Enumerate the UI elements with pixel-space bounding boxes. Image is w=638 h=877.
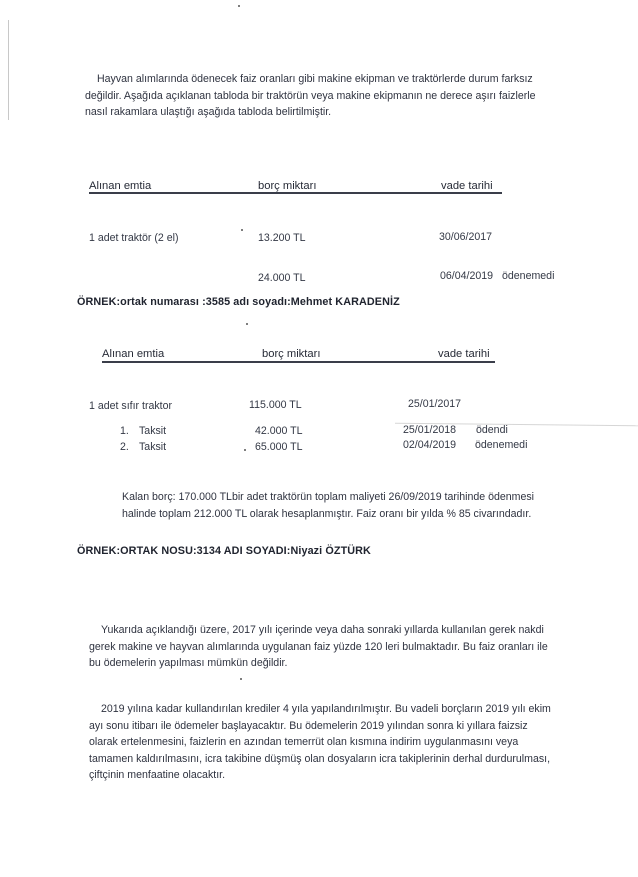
table1-header-item: Alınan emtia [89, 180, 152, 192]
installment-amount: 42.000 TL [255, 425, 303, 437]
table1-row2-date: 06/04/2019 [440, 270, 494, 282]
table2-header-amount: borç miktarı [262, 348, 321, 360]
scan-speck [244, 449, 246, 451]
scan-speck [240, 678, 242, 680]
scan-edge-line [8, 20, 9, 120]
installment-label: Taksit [139, 441, 167, 453]
table1-header-rule [89, 192, 502, 194]
restructuring-paragraph: 2019 yılına kadar kullandırılan krediler 4 yıla yapılandırılmıştır. Bu vadeli borçların 2019 yılı ekim ayı sonu itibarı ile ödemeler başlayacaktır. Bu ödemelerin 2019 yılından sonra ki yıllara faizsiz olarak ertelenmesini, faizlerin en azından temerrüt olan kısmına indirim uygulanmasını veya tamamen kaldırılmasını, icra takibine düşmüş olan dosyaların icra takiplerinin derhal durdurulması, çiftçinin menfaatine olacaktır. [89, 703, 551, 781]
table1-row1-amount: 13.200 TL [258, 232, 306, 244]
scan-speck [246, 323, 248, 325]
table2-main-date: 25/01/2017 [408, 398, 462, 410]
installment-status: ödenemedi [475, 439, 528, 451]
table1-row2-status: ödenemedi [502, 270, 555, 282]
table2-header-date: vade tarihi [438, 348, 490, 360]
table2-header-item: Alınan emtia [102, 348, 165, 360]
example2-heading: ÖRNEK:ORTAK NOSU:3134 ADI SOYADI:Niyazi ÖZTÜRK [77, 545, 371, 557]
table2-header-rule [102, 361, 495, 363]
intro-paragraph: Hayvan alımlarında ödenecek faiz oranları gibi makine ekipman ve traktörlerde durum farksız değildir. Aşağıda açıklanan tabloda bir traktörün veya makine ekipmanın ne derece aşırı faizlerle nasıl rakamlara ulaştığı aşağıda tabloda belirtilmiştir. [85, 73, 536, 118]
installment-date: 02/04/2019 [403, 439, 457, 451]
installment-number: 1. [120, 425, 129, 437]
table1-header-amount: borç miktarı [258, 180, 317, 192]
table2-main-item: 1 adet sıfır traktor [89, 400, 173, 412]
installment-amount: 65.000 TL [255, 441, 303, 453]
installment-label: Taksit [139, 425, 167, 437]
example1-heading: ÖRNEK:ortak numarası :3585 adı soyadı:Mehmet KARADENİZ [77, 296, 400, 308]
table1-row2-amount: 24.000 TL [258, 272, 306, 284]
table1-row1-date: 30/06/2017 [439, 231, 493, 243]
table2-main-amount: 115.000 TL [249, 399, 302, 411]
interest-paragraph: Yukarıda açıklandığı üzere, 2017 yılı içerinde veya daha sonraki yıllarda kullanılan gerek nakdi gerek makine ve hayvan alımlarında uygulanan faiz yüzde 120 leri bulmaktadır. Bu faiz oranları ile bu ödemelerin yapılması mümkün değildir. [89, 624, 548, 669]
scan-speck [241, 229, 243, 231]
table1-row1-item: 1 adet traktör (2 el) [89, 232, 179, 244]
remaining-debt-paragraph: Kalan borç: 170.000 TLbir adet traktörün toplam maliyeti 26/09/2019 tarihinde ödenmesi halinde toplam 212.000 TL olarak hesaplanmıştır. Faiz oranı bir yılda % 85 civarındadır. [122, 491, 535, 520]
installment-number: 2. [120, 441, 129, 453]
installment-date: 25/01/2018 [403, 424, 457, 436]
table1-header-date: vade tarihi [441, 180, 493, 192]
installment-status: ödendi [476, 424, 508, 436]
scan-speck [238, 5, 240, 7]
